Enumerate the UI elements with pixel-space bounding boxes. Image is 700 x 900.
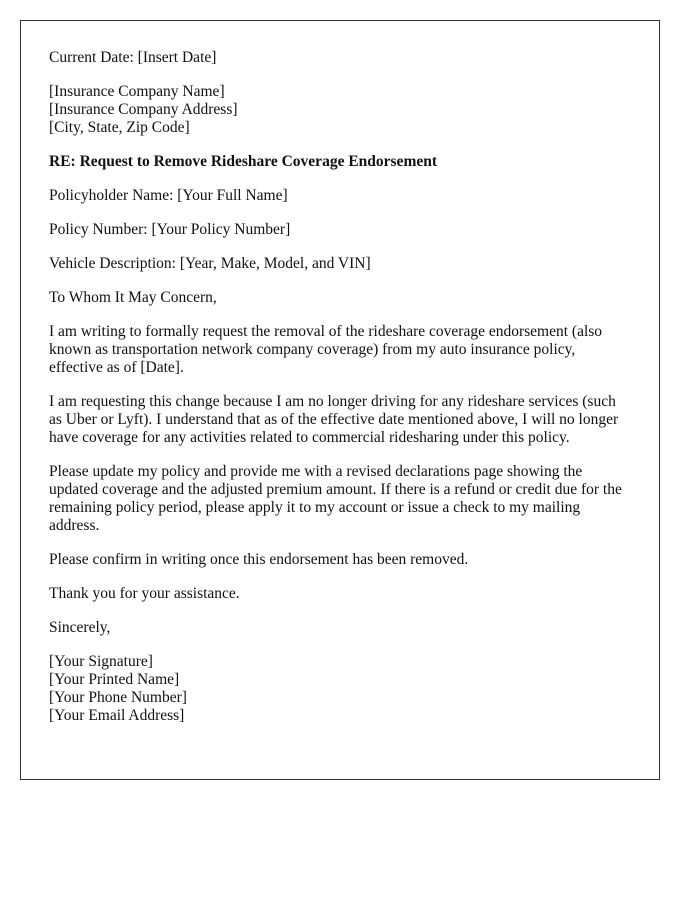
recipient-company-name: [Insurance Company Name] [49,83,225,100]
recipient-company-address: [Insurance Company Address] [49,101,238,118]
phone-number: [Your Phone Number] [49,689,187,706]
email-address: [Your Email Address] [49,707,185,724]
body-paragraph: Thank you for your assistance. [49,585,240,602]
body-paragraph: I am requesting this change because I am no longer driving for any rideshare services (such as Uber or Lyft). I understand that as of the effective date mentioned above, I will no longer have coverage for any activities related to commercial ridesharing under this policy. [49,393,619,446]
current-date: Current Date: [Insert Date] [49,49,217,66]
signature: [Your Signature] [49,653,153,670]
recipient-address [49,83,631,137]
body-paragraph: I am writing to formally request the removal of the rideshare coverage endorsement (also known as transportation network company coverage) from my auto insurance policy, effective as of [Date]. [49,323,603,376]
salutation: To Whom It May Concern, [49,289,217,306]
printed-name: [Your Printed Name] [49,671,180,688]
closing: Sincerely, [49,619,111,636]
policy-number: Policy Number: [Your Policy Number] [49,221,291,238]
recipient-city-state-zip: [City, State, Zip Code] [49,119,190,136]
body-paragraph: Please confirm in writing once this endorsement has been removed. [49,551,469,568]
body-paragraph: Please update my policy and provide me with a revised declarations page showing the updated coverage and the adjusted premium amount. If there is a refund or credit due for the remaining policy period, please apply it to my account or issue a check to my mailing address. [49,463,622,534]
letter-page [20,20,660,780]
vehicle-description: Vehicle Description: [Year, Make, Model, and VIN] [49,255,371,272]
signature-block [49,653,631,725]
subject-line: RE: Request to Remove Rideshare Coverage Endorsement [49,153,438,170]
policyholder-name: Policyholder Name: [Your Full Name] [49,187,288,204]
